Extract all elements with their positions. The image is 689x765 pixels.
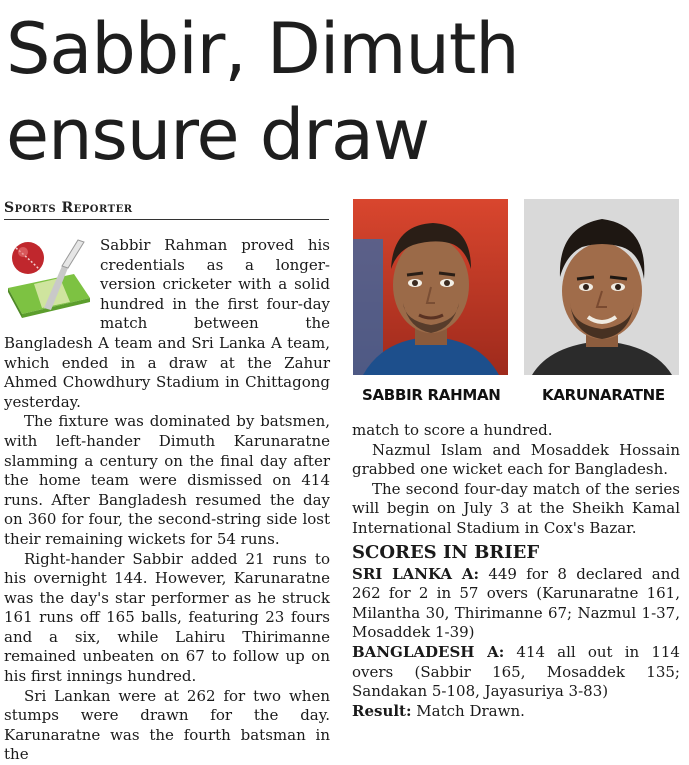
article-paragraph: The second four-day match of the series will begin on July 3 at the Sheikh Kamal International Stadium in Cox's Bazar. bbox=[352, 479, 680, 537]
article-right-column bbox=[352, 421, 680, 721]
scores-in-brief-heading: SCORES IN BRIEF bbox=[352, 541, 540, 563]
result-text: Match Drawn. bbox=[411, 701, 525, 720]
match-result bbox=[352, 702, 680, 722]
article-paragraph: Nazmul Islam and Mosaddek Hossain grabbed one wicket each for Bangladesh. bbox=[352, 440, 680, 479]
article-paragraph: Sabbir Rahman proved his credentials as a longer-version cricketer with a solid hundred in the first four-day match between the Bangladesh A team and Sri Lanka A team, which ended in a draw at the Zahur Ahmed Chowdhury Stadium in Chittagong yesterday. bbox=[4, 236, 330, 411]
score-text: 449 for 8 declared and 262 for 2 in 57 overs (Karunaratne 161, Milantha 30, Thirimanne 67; Nazmul 1-37, Mosaddek 1-39) bbox=[352, 564, 680, 642]
score-team-label: SRI LANKA A: bbox=[352, 564, 479, 583]
article-paragraph: The fixture was dominated by batsmen, with left-hander Dimuth Karunaratne slamming a century on the final day after the home team were dismissed on 414 runs. After Bangladesh resumed the day on 360 for four, the second-string side lost their remaining wickets for 54 runs. bbox=[4, 412, 330, 548]
score-team-label: BANGLADESH A: bbox=[352, 642, 505, 661]
headline bbox=[6, 6, 686, 178]
caption-sabbir-rahman: SABBIR RAHMAN bbox=[362, 386, 501, 404]
score-text: 414 all out in 114 overs (Sabbir 165, Mosaddek 135; Sandakan 5-108, Jayasuriya 3-83) bbox=[352, 642, 680, 701]
result-label: Result: bbox=[352, 701, 412, 720]
sabbir-rahman-photo bbox=[353, 199, 508, 375]
article-paragraph-continuation: match to score a hundred. bbox=[352, 421, 553, 439]
article-paragraph: Sri Lankan were at 262 for two when stumps were drawn for the day. Karunaratne was the fourth batsman in the bbox=[4, 686, 330, 764]
article-left-column bbox=[4, 236, 330, 765]
headline-line-1: Sabbir, Dimuth bbox=[6, 8, 519, 90]
cricket-ball-and-bat-icon bbox=[4, 236, 92, 320]
score-line-sri-lanka bbox=[352, 565, 680, 643]
article-paragraph: Right-hander Sabbir added 21 runs to his overnight 144. However, Karunaratne was the day's star performer as he struck 161 runs off 165 balls, featuring 23 fours and a six, while Lahiru Thirimanne remained unbeaten on 67 to follow up on his first innings hundred. bbox=[4, 549, 330, 686]
score-line-bangladesh bbox=[352, 643, 680, 702]
caption-karunaratne: KARUNARATNE bbox=[542, 386, 665, 404]
byline: Sports Reporter bbox=[4, 200, 329, 220]
karunaratne-photo bbox=[524, 199, 679, 375]
headline-line-2: ensure draw bbox=[6, 94, 430, 176]
